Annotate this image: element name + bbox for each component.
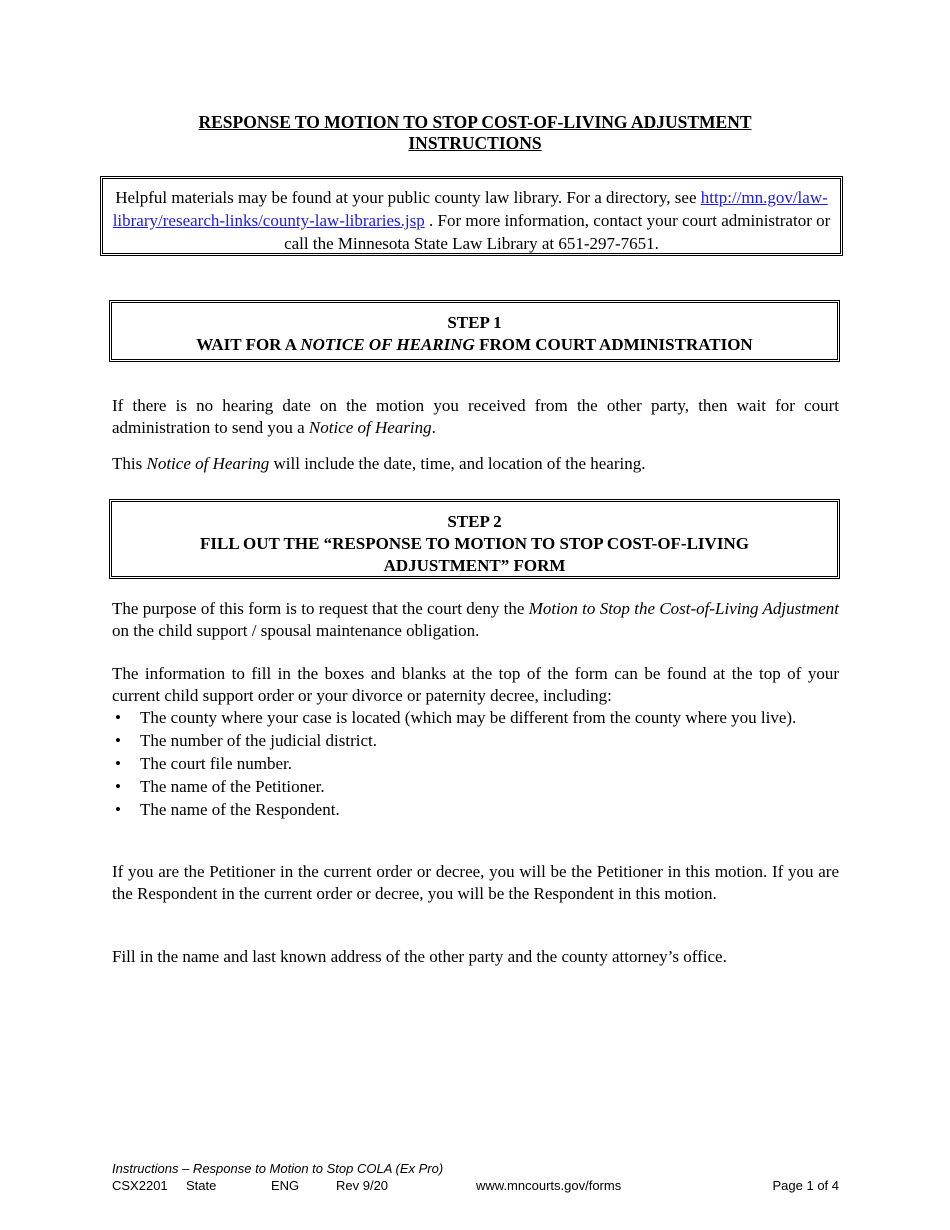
step2-title-line1: FILL OUT THE “RESPONSE TO MOTION TO STOP COST-OF-LIVING: [200, 534, 749, 553]
list-item-text: The number of the judicial district.: [140, 731, 377, 750]
step1-paragraph-hearing-date: [112, 395, 839, 439]
step1-box: [109, 300, 840, 362]
step2-title-line2: ADJUSTMENT” FORM: [383, 556, 566, 575]
paragraph-text: will include the date, time, and location of the hearing.: [269, 454, 646, 473]
footer-form-code: CSX2201: [112, 1178, 168, 1193]
step1-title-italic: NOTICE OF HEARING: [300, 335, 475, 354]
help-info-text-before: Helpful materials may be found at your public county law library. For a directory, see: [115, 188, 697, 207]
step1-heading: STEP 1: [447, 313, 502, 332]
footer-page-number: Page 1 of 4: [772, 1178, 839, 1193]
step2-paragraph-info-intro: The information to fill in the boxes and blanks at the top of the form can be found at the top of your current child support order or your divorce or paternity decree, including:: [112, 664, 839, 705]
paragraph-italic: Notice of Hearing: [146, 454, 270, 473]
footer-meta: [112, 1178, 839, 1194]
bullet-icon: •: [115, 708, 121, 727]
bullet-icon: •: [115, 777, 121, 796]
footer-language: ENG: [271, 1178, 300, 1193]
paragraph-italic: Notice of Hearing: [308, 418, 432, 437]
step2-box: [109, 499, 840, 579]
list-item-text: The county where your case is located (which may be different from the county where you live).: [140, 708, 797, 727]
step2-paragraph-purpose: [112, 598, 839, 642]
step1-paragraph-notice-details: [112, 453, 839, 475]
help-info-box: [100, 176, 843, 256]
step1-title-suffix: FROM COURT ADMINISTRATION: [474, 335, 753, 354]
paragraph-italic: Motion to Stop the Cost-of-Living Adjustment: [528, 599, 839, 618]
page-title-line1: RESPONSE TO MOTION TO STOP COST-OF-LIVING ADJUSTMENT: [198, 112, 752, 132]
law-library-link[interactable]: http://mn.gov/law-library/research-links/county-law-libraries.jsp: [112, 188, 828, 230]
paragraph-text: This: [112, 454, 147, 473]
page-title-line2: INSTRUCTIONS: [408, 133, 542, 153]
required-info-list: [112, 707, 839, 822]
paragraph-text: The purpose of this form is to request that the court deny the: [112, 599, 529, 618]
paragraph-text: If there is no hearing date on the motion you received from the other party, then wait for court administration to send you a: [112, 396, 839, 437]
list-item: [112, 753, 839, 775]
footer-state: State: [186, 1178, 217, 1193]
bullet-icon: •: [115, 800, 121, 819]
list-item: [112, 707, 839, 729]
help-info-text-after: . For more information, contact your court administrator or call the Minnesota State Law Library at 651-297-7651.: [284, 211, 831, 253]
paragraph-text: on the child support / spousal maintenance obligation.: [112, 621, 480, 640]
page-title: [100, 112, 850, 154]
footer-url: www.mncourts.gov/forms: [476, 1178, 622, 1193]
footer-doc-title: Instructions – Response to Motion to Stop COLA (Ex Pro): [112, 1161, 444, 1176]
list-item: [112, 776, 839, 798]
footer-revision: Rev 9/20: [336, 1178, 389, 1193]
paragraph-text: .: [431, 418, 436, 437]
list-item: [112, 730, 839, 752]
list-item-text: The court file number.: [140, 754, 293, 773]
step2-heading: STEP 2: [447, 512, 502, 531]
bullet-icon: •: [115, 754, 121, 773]
bullet-icon: •: [115, 731, 121, 750]
step1-title-prefix: WAIT FOR A: [196, 335, 301, 354]
list-item-text: The name of the Respondent.: [140, 800, 340, 819]
step2-paragraph-fill-address: Fill in the name and last known address of the other party and the county attorney’s office.: [112, 947, 727, 966]
list-item: [112, 799, 839, 821]
step1-title: [112, 334, 837, 356]
list-item-text: The name of the Petitioner.: [140, 777, 325, 796]
step2-paragraph-petitioner: If you are the Petitioner in the current order or decree, you will be the Petitioner in this motion. If you are the Respondent in the current order or decree, you will be the Respondent in this motion.: [112, 862, 839, 903]
